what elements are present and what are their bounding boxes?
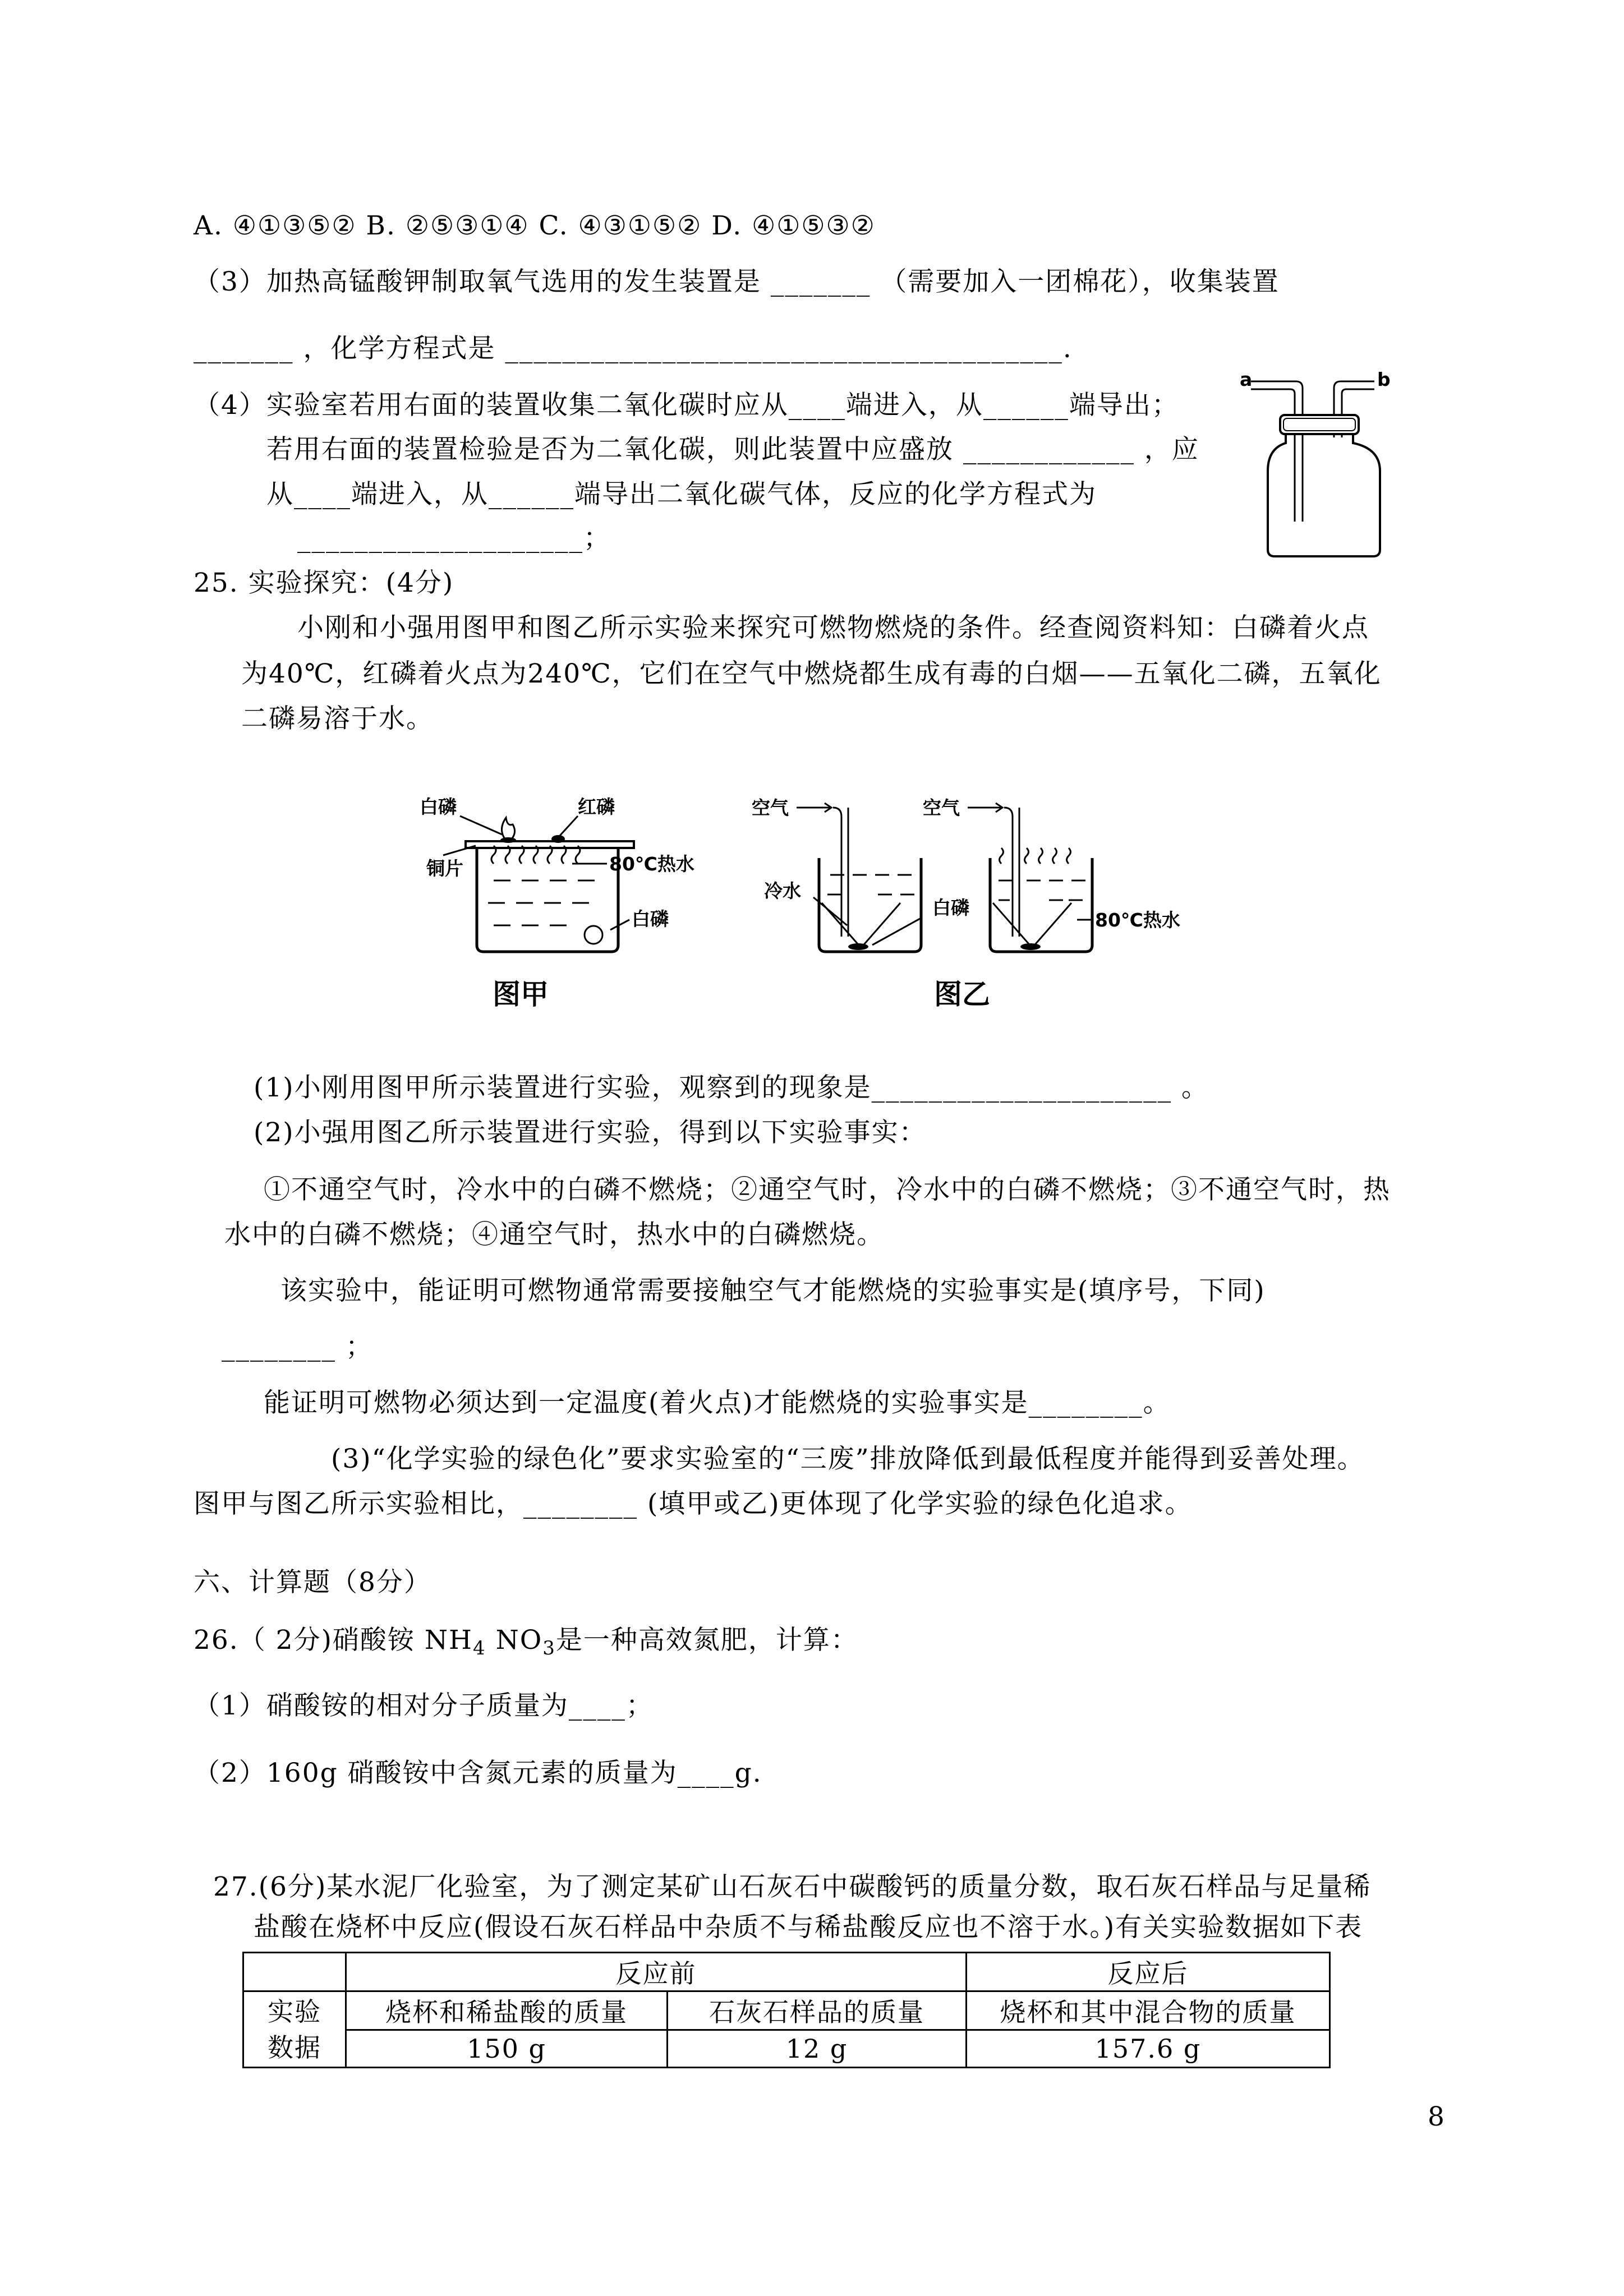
q26-part1: （1）硝酸铵的相对分子质量为____； [194, 1690, 654, 1721]
yi-caption: 图乙 [934, 978, 990, 1011]
section6-title: 六、计算题（8分） [194, 1567, 431, 1598]
q25-part2: (2)小强用图乙所示装置进行实验，得到以下实验事实： [254, 1117, 927, 1148]
q25-facts-line1: ①不通空气时，冷水中的白磷不燃烧；②通空气时，冷水中的白磷不燃烧；③不通空气时，热 [264, 1174, 1391, 1205]
yi-label-white-p: 白磷 [932, 897, 969, 919]
q24-part4-line1: （4）实验室若用右面的装置收集二氧化碳时应从____端进入，从______端导出； [194, 390, 1179, 421]
table-row [243, 1991, 1330, 2030]
jia-label-copper: 铜片 [426, 857, 463, 879]
q25-temp-question: 能证明可燃物必须达到一定温度(着火点)才能燃烧的实验事实是________。 [264, 1387, 1171, 1418]
jia-label-white-p-top: 白磷 [420, 796, 457, 818]
jia-caption: 图甲 [493, 978, 549, 1011]
q25-intro-line3: 二磷易溶于水。 [241, 703, 434, 734]
gas-bottle-figure [1234, 370, 1414, 561]
table-value-beaker-acid: 150 g [346, 2030, 668, 2068]
q24-part4-line3: 从____端进入，从______端导出二氧化碳气体，反应的化学方程式为 [266, 479, 1097, 510]
q24-part4-line2: 若用右面的装置检验是否为二氧化碳，则此装置中应盛放 ____________ ，应 [266, 434, 1199, 465]
jia-label-red-p: 红磷 [578, 796, 615, 818]
jia-red-phosphorus [551, 835, 565, 843]
table-value-beaker-mixture: 157.6 g [967, 2030, 1330, 2068]
table-col-limestone: 石灰石样品的质量 [668, 1991, 967, 2030]
bottle-label-a: a [1240, 370, 1253, 390]
jia-label-white-p-bottom: 白磷 [632, 908, 669, 930]
yi-label-air-right: 空气 [923, 797, 960, 819]
q26-part2: （2）160g 硝酸铵中含氮元素的质量为____g. [194, 1758, 762, 1788]
q24-part4-line4: ____________________； [297, 523, 611, 554]
q26-stem: 26.（ 2分)硝酸铵 $NH_4$ $NO_3$是一种高效氮肥，计算： [194, 1625, 858, 1659]
q27-stem-line2: 盐酸在烧杯中反应(假设石灰石样品中杂质不与稀盐酸反应也不溶于水。)有关实验数据如下表 [254, 1912, 1363, 1943]
yi-label-hot-water: 80℃热水 [1095, 909, 1180, 931]
q25-air-question-line2: ________ ； [222, 1331, 373, 1362]
q24-options: A. ④①③⑤② B. ②⑤③①④ C. ④③①⑤② D. ④①⑤③② [194, 210, 876, 241]
bottle-label-b: b [1377, 370, 1391, 390]
q25-facts-line2: 水中的白磷不燃烧；④通空气时，热水中的白磷燃烧。 [224, 1219, 884, 1250]
table-col-beaker-acid: 烧杯和稀盐酸的质量 [346, 1991, 668, 2030]
figure-jia [410, 785, 724, 1021]
table-value-limestone: 12 g [668, 2030, 967, 2068]
table-row [243, 1953, 1330, 1991]
q25-part1: (1)小刚用图甲所示装置进行实验，观察到的现象是_____________________ 。 [254, 1072, 1209, 1103]
table-row [243, 2030, 1330, 2068]
q25-intro-line2: 为40℃，红磷着火点为240℃，它们在空气中燃烧都生成有毒的白烟——五氧化二磷，五氧化 [241, 658, 1382, 689]
table-header-after: 反应后 [967, 1953, 1330, 1991]
table-corner-cell [243, 1953, 346, 1991]
q25-air-question-line1: 该实验中，能证明可燃物通常需要接触空气才能燃烧的实验事实是(填序号，下同) [280, 1275, 1266, 1306]
table-header-before: 反应前 [346, 1953, 967, 1991]
q27-stem-line1: 27.(6分)某水泥厂化验室，为了测定某矿山石灰石中碳酸钙的质量分数，取石灰石样品与足量稀 [213, 1871, 1372, 1902]
figure-yi [752, 785, 1223, 1021]
table-col-beaker-mixture: 烧杯和其中混合物的质量 [967, 1991, 1330, 2030]
page-number: 8 [1428, 2101, 1446, 2132]
jia-white-phosphorus-water [585, 926, 602, 944]
q24-part3-line2: _______ ，化学方程式是 _______________________________________. [194, 333, 1073, 364]
bottle-body [1268, 434, 1380, 556]
yi-label-cold-water: 冷水 [764, 880, 801, 902]
yi-label-air-left: 空气 [752, 797, 789, 819]
q27-data-table [242, 1952, 1331, 2068]
q25-part3-line2: 图甲与图乙所示实验相比，________ (填甲或乙)更体现了化学实验的绿色化追求。 [194, 1488, 1193, 1519]
table-row-label: 实验 数据 [243, 1991, 346, 2068]
q25-title: 25. 实验探究：(4分) [194, 568, 454, 598]
q25-intro-line1: 小刚和小强用图甲和图乙所示实验来探究可燃物燃烧的条件。经查阅资料知：白磷着火点 [297, 612, 1369, 643]
bottle-long-tube [1251, 381, 1303, 522]
q24-part3-line1: （3）加热高锰酸钾制取氧气选用的发生装置是 _______ （需要加入一团棉花），收集装置 [194, 266, 1280, 297]
q25-part3-line1: (3)“化学实验的绿色化”要求实验室的“三废”排放降低到最低程度并能得到妥善处理。 [331, 1444, 1365, 1474]
jia-flame [502, 818, 514, 839]
jia-label-hot-water: 80℃热水 [609, 853, 694, 875]
